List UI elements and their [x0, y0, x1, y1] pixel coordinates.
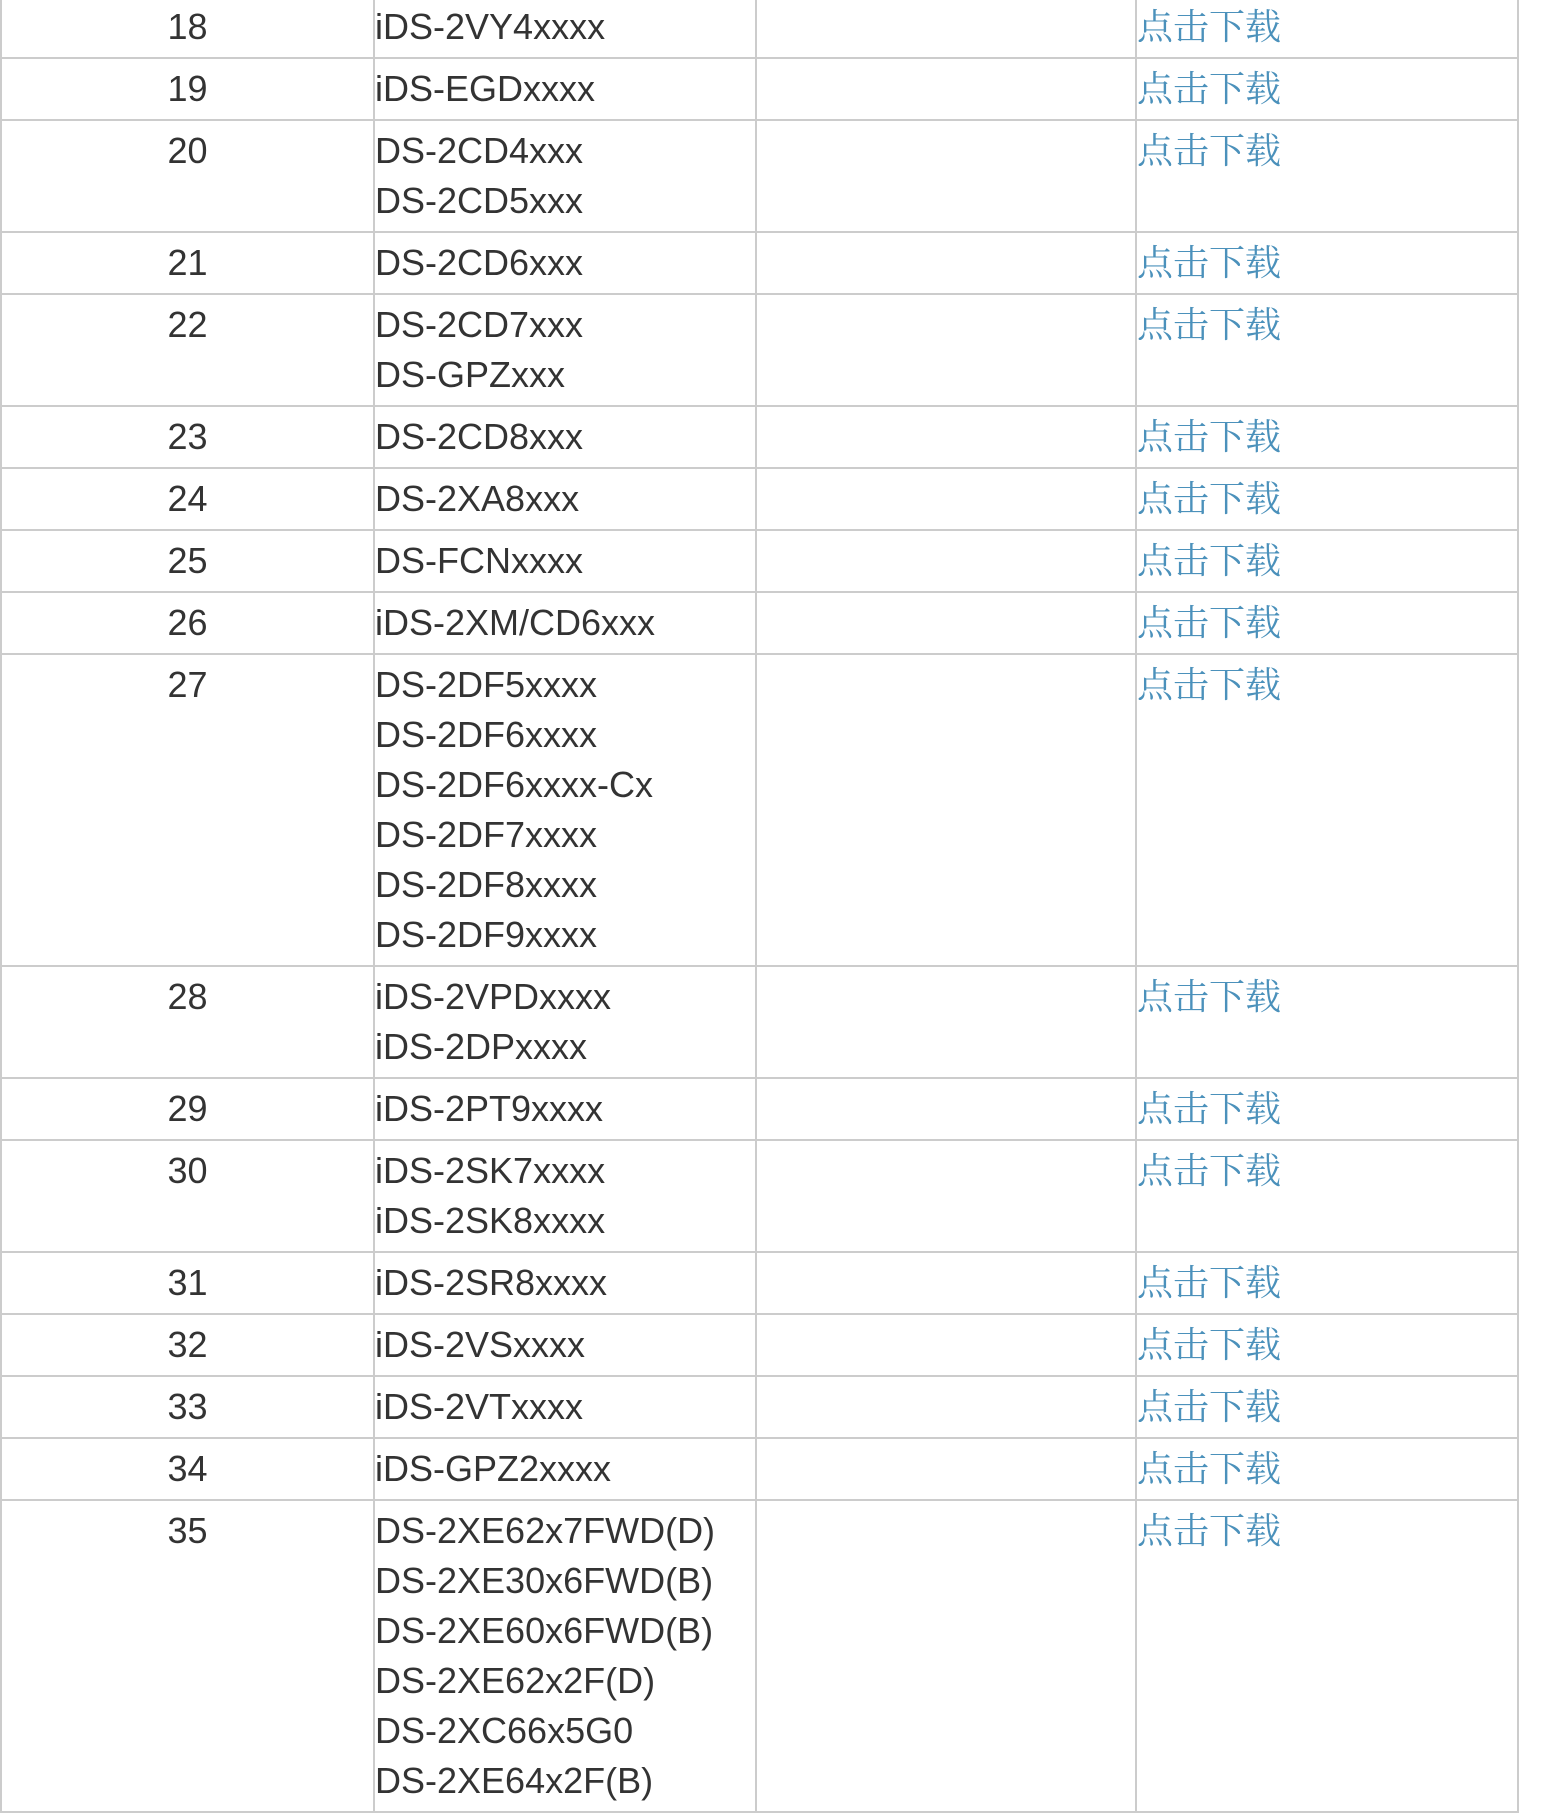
download-link[interactable]: 点击下载: [1137, 130, 1282, 171]
download-cell: [1136, 232, 1518, 294]
model-name: DS-2XE60x6FWD(B): [375, 1610, 714, 1651]
download-link[interactable]: 点击下载: [1137, 1324, 1282, 1365]
download-cell: [1136, 1376, 1518, 1438]
row-number-cell: 20: [1, 120, 374, 232]
row-number-cell: 27: [1, 654, 374, 966]
row-number-cell: 29: [1, 1078, 374, 1140]
download-cell: [1136, 406, 1518, 468]
model-list-cell: [374, 966, 756, 1078]
download-cell: [1136, 1252, 1518, 1314]
table-row: [1, 232, 1518, 294]
row-number-cell: 26: [1, 592, 374, 654]
model-list-cell: [374, 654, 756, 966]
table-row: [1, 1376, 1518, 1438]
model-name: DS-2CD4xxx: [375, 130, 584, 171]
model-name: DS-2CD5xxx: [375, 180, 584, 221]
model-name: iDS-2SR8xxxx: [375, 1262, 608, 1303]
spacer-cell: [756, 0, 1136, 58]
download-cell: [1136, 1500, 1518, 1812]
model-name: DS-2DF6xxxx: [375, 714, 598, 755]
download-cell: [1136, 58, 1518, 120]
model-name: iDS-2SK8xxxx: [375, 1200, 606, 1241]
download-link[interactable]: 点击下载: [1137, 664, 1282, 705]
model-list-cell: [374, 1500, 756, 1812]
model-name: iDS-2VY4xxxx: [375, 6, 606, 47]
model-name: DS-2XE62x2F(D): [375, 1660, 656, 1701]
download-link[interactable]: 点击下载: [1137, 1386, 1282, 1427]
row-number-cell: 22: [1, 294, 374, 406]
download-link[interactable]: 点击下载: [1137, 1088, 1282, 1129]
table-row: [1, 1078, 1518, 1140]
table-row: [1, 530, 1518, 592]
row-number-cell: 33: [1, 1376, 374, 1438]
row-number-cell: 28: [1, 966, 374, 1078]
spacer-cell: [756, 530, 1136, 592]
model-list-cell: [374, 1140, 756, 1252]
model-name: iDS-2VTxxxx: [375, 1386, 584, 1427]
spacer-cell: [756, 1438, 1136, 1500]
table-row: [1, 58, 1518, 120]
table-row: [1, 1500, 1518, 1812]
download-link[interactable]: 点击下载: [1137, 1262, 1282, 1303]
row-number-cell: 30: [1, 1140, 374, 1252]
download-link[interactable]: 点击下载: [1137, 6, 1282, 47]
table-row: [1, 406, 1518, 468]
spacer-cell: [756, 406, 1136, 468]
model-name: iDS-2VSxxxx: [375, 1324, 586, 1365]
model-name: iDS-GPZ2xxxx: [375, 1448, 612, 1489]
download-cell: [1136, 654, 1518, 966]
download-cell: [1136, 1140, 1518, 1252]
model-name: DS-2XE62x7FWD(D): [375, 1510, 716, 1551]
download-link[interactable]: 点击下载: [1137, 602, 1282, 643]
row-number-cell: 35: [1, 1500, 374, 1812]
model-list-cell: [374, 1252, 756, 1314]
model-list-cell: [374, 1376, 756, 1438]
download-cell: [1136, 966, 1518, 1078]
spacer-cell: [756, 232, 1136, 294]
model-list-cell: [374, 530, 756, 592]
download-link[interactable]: 点击下载: [1137, 304, 1282, 345]
spacer-cell: [756, 966, 1136, 1078]
model-name: DS-2DF9xxxx: [375, 914, 598, 955]
row-number-cell: 21: [1, 232, 374, 294]
spacer-cell: [756, 468, 1136, 530]
model-name: DS-2DF5xxxx: [375, 664, 598, 705]
model-name: DS-2DF7xxxx: [375, 814, 598, 855]
model-name: iDS-2SK7xxxx: [375, 1150, 606, 1191]
model-list-cell: [374, 0, 756, 58]
row-number-cell: 25: [1, 530, 374, 592]
download-cell: [1136, 294, 1518, 406]
spacer-cell: [756, 1140, 1136, 1252]
model-list-cell: [374, 120, 756, 232]
model-name: iDS-2PT9xxxx: [375, 1088, 604, 1129]
download-link[interactable]: 点击下载: [1137, 976, 1282, 1017]
model-name: DS-2DF6xxxx-Cx: [375, 764, 654, 805]
download-link[interactable]: 点击下载: [1137, 1510, 1282, 1551]
row-number-cell: 19: [1, 58, 374, 120]
row-number-cell: 23: [1, 406, 374, 468]
model-list-cell: [374, 468, 756, 530]
model-name: iDS-2XM/CD6xxx: [375, 602, 656, 643]
row-number-cell: 34: [1, 1438, 374, 1500]
table-row: [1, 1252, 1518, 1314]
model-name: DS-2XA8xxx: [375, 478, 580, 519]
download-cell: [1136, 468, 1518, 530]
spacer-cell: [756, 1314, 1136, 1376]
table-row: [1, 120, 1518, 232]
table-row: [1, 294, 1518, 406]
model-name: iDS-2DPxxxx: [375, 1026, 588, 1067]
table-row: [1, 1140, 1518, 1252]
download-link[interactable]: 点击下载: [1137, 1150, 1282, 1191]
table-row: [1, 654, 1518, 966]
table-row: [1, 592, 1518, 654]
download-cell: [1136, 1078, 1518, 1140]
model-name: DS-2XE64x2F(B): [375, 1760, 654, 1801]
download-link[interactable]: 点击下载: [1137, 1448, 1282, 1489]
download-cell: [1136, 0, 1518, 58]
row-number-cell: 18: [1, 0, 374, 58]
table-row: [1, 1438, 1518, 1500]
model-name: iDS-EGDxxxx: [375, 68, 596, 109]
model-name: DS-2XC66x5G0: [375, 1710, 634, 1751]
model-name: DS-GPZxxx: [375, 354, 566, 395]
spacer-cell: [756, 654, 1136, 966]
download-cell: [1136, 1314, 1518, 1376]
spacer-cell: [756, 1252, 1136, 1314]
model-list-cell: [374, 1438, 756, 1500]
row-number-cell: 24: [1, 468, 374, 530]
spacer-cell: [756, 592, 1136, 654]
table-row: [1, 468, 1518, 530]
model-name: DS-FCNxxxx: [375, 540, 583, 581]
spacer-cell: [756, 1500, 1136, 1812]
download-link[interactable]: 点击下载: [1137, 416, 1282, 457]
download-cell: [1136, 1438, 1518, 1500]
table-row: [1, 0, 1518, 58]
model-name: iDS-2VPDxxxx: [375, 976, 612, 1017]
download-cell: [1136, 120, 1518, 232]
model-list-cell: [374, 58, 756, 120]
spacer-cell: [756, 1376, 1136, 1438]
download-cell: [1136, 592, 1518, 654]
spacer-cell: [756, 120, 1136, 232]
model-name: DS-2CD6xxx: [375, 242, 584, 283]
model-name: DS-2XE30x6FWD(B): [375, 1560, 714, 1601]
model-list-cell: [374, 294, 756, 406]
model-list-cell: [374, 406, 756, 468]
row-number-cell: 31: [1, 1252, 374, 1314]
row-number-cell: 32: [1, 1314, 374, 1376]
model-list-cell: [374, 1314, 756, 1376]
download-link[interactable]: 点击下载: [1137, 68, 1282, 109]
download-cell: [1136, 530, 1518, 592]
spacer-cell: [756, 1078, 1136, 1140]
model-name: DS-2DF8xxxx: [375, 864, 598, 905]
spacer-cell: [756, 294, 1136, 406]
download-link[interactable]: 点击下载: [1137, 242, 1282, 283]
model-name: DS-2CD8xxx: [375, 416, 584, 457]
model-list-cell: [374, 232, 756, 294]
table-row: [1, 1314, 1518, 1376]
download-link[interactable]: 点击下载: [1137, 540, 1282, 581]
download-link[interactable]: 点击下载: [1137, 478, 1282, 519]
model-list-cell: [374, 1078, 756, 1140]
model-list-cell: [374, 592, 756, 654]
table-body: [1, 0, 1518, 1812]
table-row: [1, 966, 1518, 1078]
spacer-cell: [756, 58, 1136, 120]
model-name: DS-2CD7xxx: [375, 304, 584, 345]
